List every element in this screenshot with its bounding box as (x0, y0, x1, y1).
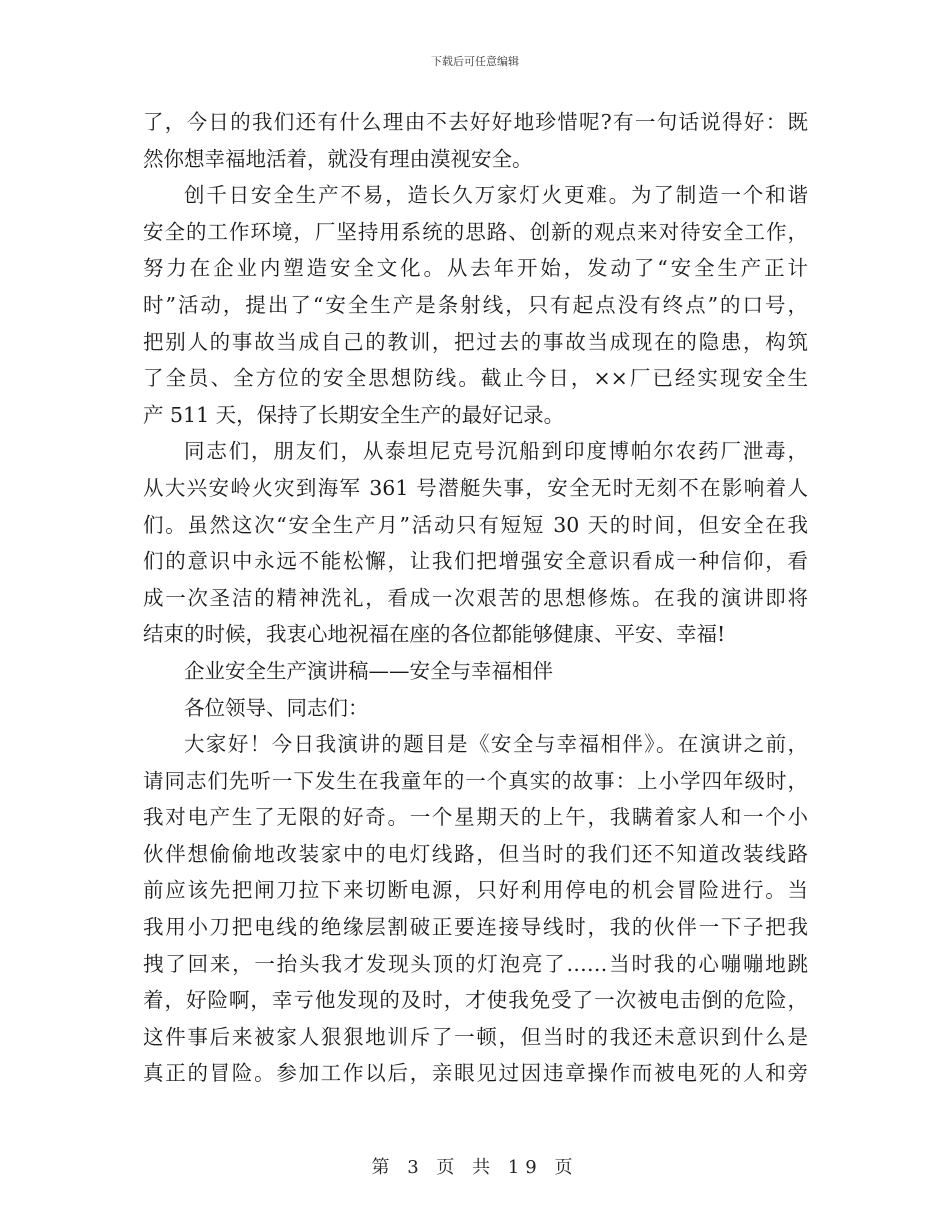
text-line: 了，今日的我们还有什么理由不去好好地珍惜呢?有一句话说得好：既 (143, 110, 808, 134)
text-line: 伙伴想偷偷地改装家中的电灯线路，但当时的我们还不知道改装线路 (143, 841, 808, 866)
body-text (143, 104, 808, 1092)
text-line: 把别人的事故当成自己的教训，把过去的事故当成现在的隐患，构筑 (143, 329, 808, 354)
text-line: 努力在企业内塑造安全文化。从去年开始，发动了“安全生产正计 (143, 256, 808, 281)
text-line: 请同志们先听一下发生在我童年的一个真实的故事：上小学四年级时， (143, 768, 808, 793)
text-line: 创千日安全生产不易，造长久万家灯火更难。为了制造一个和谐 (184, 183, 808, 208)
text-line: 大家好！今日我演讲的题目是《安全与幸福相伴》。在演讲之前， (184, 732, 808, 757)
text-line: 这件事后来被家人狠狠地训斥了一顿，但当时的我还未意识到什么是 (143, 1024, 808, 1049)
text-line: 成一次圣洁的精神洗礼，看成一次艰苦的思想修炼。在我的演讲即将 (143, 585, 808, 610)
text-line: 各位领导、同志们： (184, 695, 369, 720)
text-line: 企业安全生产演讲稿——安全与幸福相伴 (184, 658, 553, 683)
text-line: 我对电产生了无限的好奇。一个星期天的上午，我瞒着家人和一个小 (143, 805, 808, 830)
text-line: 着，好险啊，幸亏他发现的及时，才使我免受了一次被电击倒的危险， (143, 988, 808, 1013)
text-line: 从大兴安岭火灾到海军 361 号潜艇失事，安全无时无刻不在影响着人 (143, 475, 808, 500)
text-line: 前应该先把闸刀拉下来切断电源，只好利用停电的机会冒险进行。当 (143, 878, 808, 903)
text-line: 真正的冒险。参加工作以后，亲眼见过因违章操作而被电死的人和旁 (143, 1061, 808, 1086)
text-line: 们的意识中永远不能松懈，让我们把增强安全意识看成一种信仰，看 (143, 549, 808, 574)
text-line: 拽了回来，一抬头我才发现头顶的灯泡亮了……当时我的心嘣嘣地跳 (143, 951, 808, 976)
text-line: 同志们，朋友们，从泰坦尼克号沉船到印度博帕尔农药厂泄毒， (184, 439, 808, 464)
text-line: 时”活动，提出了“安全生产是条射线，只有起点没有终点”的口号， (143, 292, 808, 317)
text-line: 然你想幸福地活着，就没有理由漠视安全。 (143, 146, 533, 171)
text-line: 了全员、全方位的安全思想防线。截止今日，××厂已经实现安全生 (143, 366, 808, 391)
text-line: 们。虽然这次“安全生产月”活动只有短短 30 天的时间，但安全在我 (143, 512, 808, 537)
page-header: 下载后可任意编辑 (431, 55, 519, 68)
text-line: 我用小刀把电线的绝缘层割破正要连接导线时，我的伙伴一下子把我 (143, 915, 808, 940)
text-line: 结束的时候，我衷心地祝福在座的各位都能够健康、平安、幸福! (143, 622, 726, 647)
text-line: 安全的工作环境，厂坚持用系统的思路、创新的观点来对待安全工作， (143, 219, 808, 244)
page-footer: 第 3 页 共 19 页 (371, 1157, 579, 1178)
text-line: 产 511 天，保持了长期安全生产的最好记录。 (143, 402, 565, 427)
